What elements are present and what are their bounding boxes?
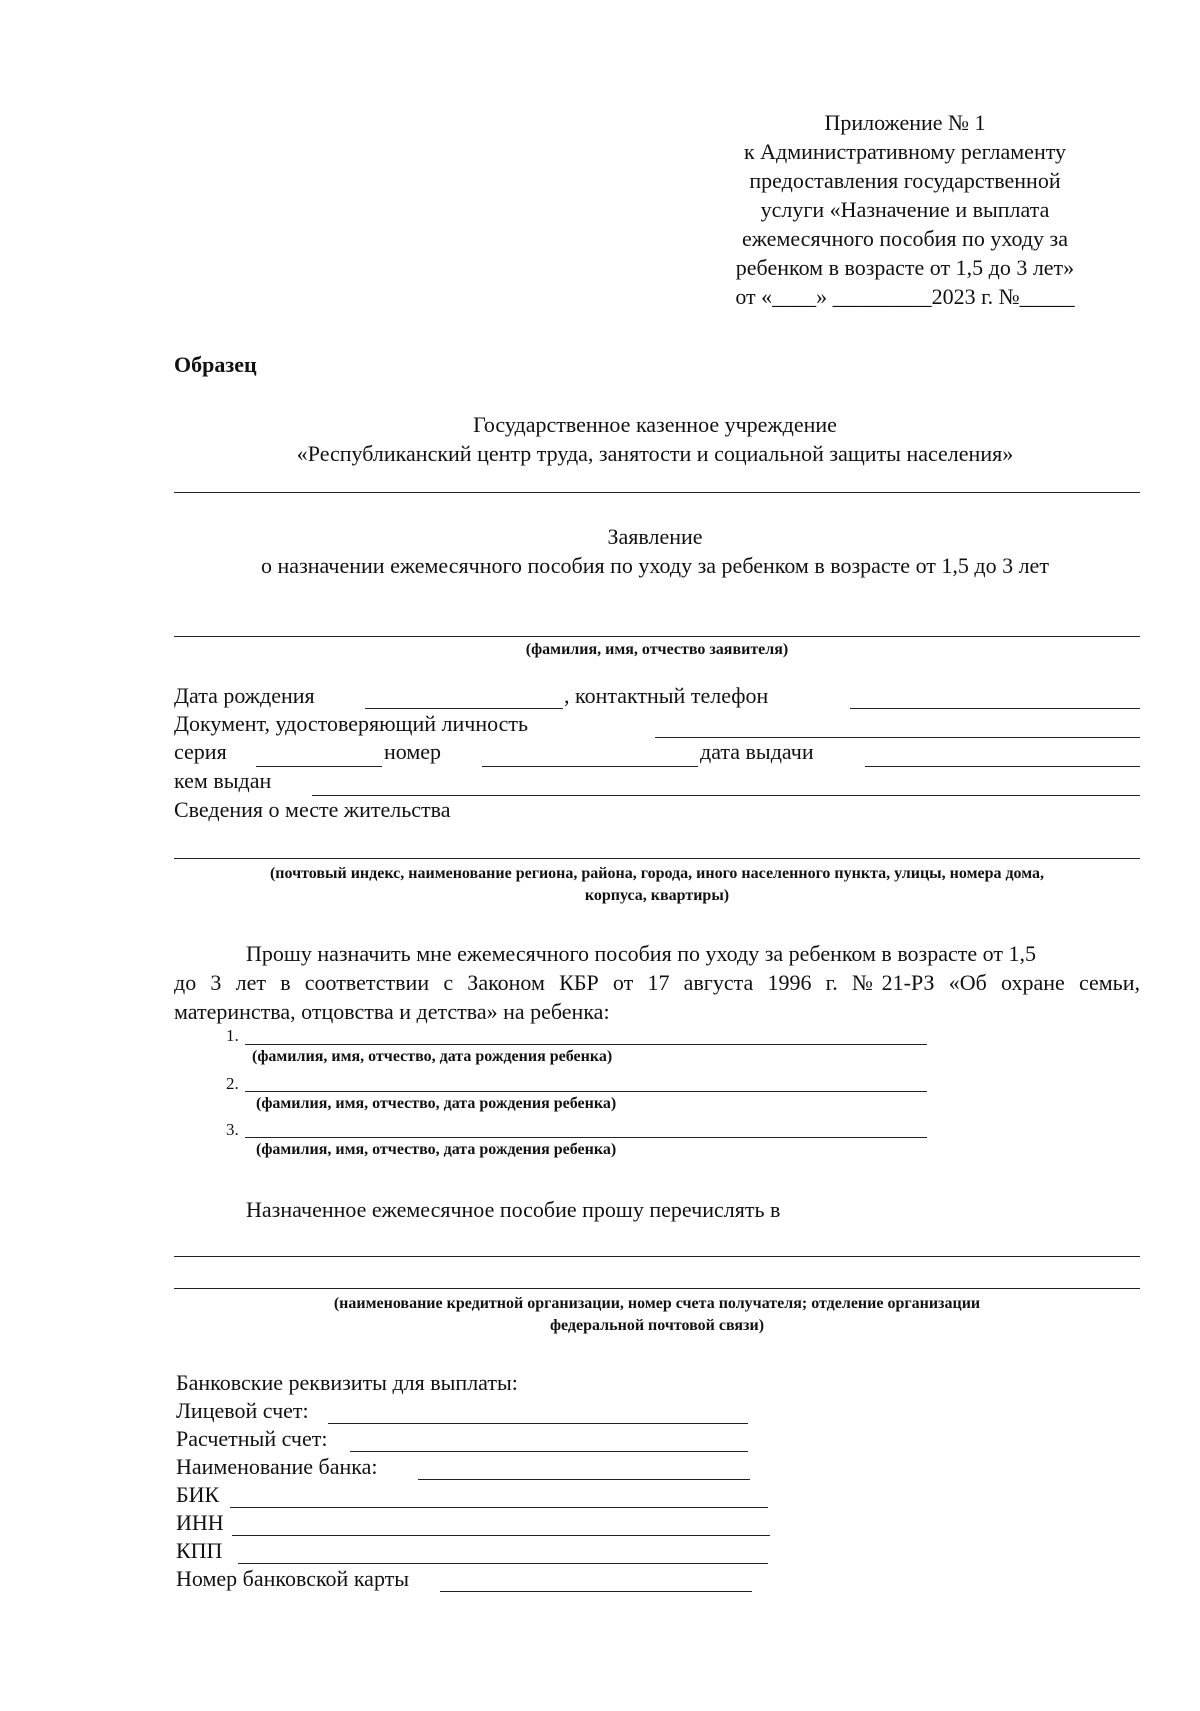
personal-account-label: Лицевой счет: <box>176 1398 309 1423</box>
institution-underline <box>174 492 1140 493</box>
personal-account-field[interactable] <box>328 1423 748 1424</box>
card-number-label: Номер банковской карты <box>176 1566 410 1591</box>
child-1-caption: (фамилия, имя, отчество, дата рождения ребенка) <box>252 1048 613 1065</box>
kpp-label: КПП <box>176 1538 223 1563</box>
settlement-account-label: Расчетный счет: <box>176 1426 328 1451</box>
bank-heading: Банковские реквизиты для выплаты: <box>176 1370 518 1395</box>
kpp-field[interactable] <box>238 1563 768 1564</box>
bank-caption <box>174 1293 1140 1337</box>
child-3-number: 3. <box>226 1120 239 1139</box>
transfer-field-2[interactable] <box>174 1288 1140 1289</box>
address-caption-line-2: корпуса, квартиры) <box>584 887 730 904</box>
phone-label: , контактный телефон <box>564 683 769 708</box>
applicant-caption: (фамилия, имя, отчество заявителя) <box>525 641 789 658</box>
institution-name <box>170 410 1140 468</box>
child-1-number: 1. <box>226 1026 239 1045</box>
sample-label: Образец <box>174 352 257 377</box>
residence-label: Сведения о месте жительства <box>174 797 451 822</box>
number-label: номер <box>384 739 442 764</box>
id-document-label: Документ, удостоверяющий личность <box>174 711 529 736</box>
issued-by-label: кем выдан <box>174 768 272 793</box>
bik-label: БИК <box>176 1482 220 1507</box>
appendix-line-1: Приложение № 1 <box>824 110 986 135</box>
appendix-line-6: ребенком в возрасте от 1,5 до 3 лет» <box>735 255 1075 280</box>
id-document-field[interactable] <box>655 737 1140 738</box>
child-2-number: 2. <box>226 1074 239 1093</box>
inn-label: ИНН <box>176 1510 224 1535</box>
document-title <box>170 522 1140 580</box>
issue-date-field[interactable] <box>865 766 1140 767</box>
appendix-header <box>700 108 1110 311</box>
child-3-field[interactable] <box>245 1137 927 1138</box>
bank-caption-line-2: федеральной почтовой связи) <box>549 1317 765 1334</box>
request-line-3: материнства, отцовства и детства» на ребенка: <box>174 999 610 1024</box>
address-caption-line-1: (почтовый индекс, наименование региона, района, города, иного населенного пункта, улицы, номера дома, <box>269 865 1045 882</box>
applicant-name-field[interactable] <box>174 636 1140 637</box>
title-line-1: Заявление <box>607 524 703 549</box>
residence-field[interactable] <box>174 858 1140 859</box>
address-caption <box>174 863 1140 907</box>
institution-line-1: Государственное казенное учреждение <box>473 412 837 437</box>
settlement-account-field[interactable] <box>350 1451 748 1452</box>
appendix-line-4: услуги «Назначение и выплата <box>760 197 1050 222</box>
bik-field[interactable] <box>230 1507 768 1508</box>
birth-date-label: Дата рождения <box>174 683 315 708</box>
bank-caption-line-1: (наименование кредитной организации, номер счета получателя; отделение организации <box>333 1295 981 1312</box>
issue-date-label: дата выдачи <box>700 739 814 764</box>
transfer-text: Назначенное ежемесячное пособие прошу перечислять в <box>246 1197 781 1222</box>
bank-name-field[interactable] <box>418 1479 750 1480</box>
series-label: серия <box>174 739 227 764</box>
request-line-2: до 3 лет в соответствии с Законом КБР от 17 августа 1996 г. №21-РЗ «Об охране семьи, <box>174 970 1140 995</box>
inn-field[interactable] <box>232 1535 770 1536</box>
transfer-field-1[interactable] <box>174 1256 1140 1257</box>
child-2-field[interactable] <box>245 1091 927 1092</box>
child-1-field[interactable] <box>245 1044 927 1045</box>
institution-line-2: «Республиканский центр труда, занятости и социальной защиты населения» <box>296 441 1014 466</box>
appendix-line-5: ежемесячного пособия по уходу за <box>742 226 1068 251</box>
birth-date-field[interactable] <box>365 708 563 709</box>
phone-field[interactable] <box>850 708 1140 709</box>
issued-by-field[interactable] <box>312 795 1140 796</box>
card-number-field[interactable] <box>440 1591 752 1592</box>
number-field[interactable] <box>482 766 698 767</box>
title-line-2: о назначении ежемесячного пособия по уходу за ребенком в возрасте от 1,5 до 3 лет <box>261 553 1049 578</box>
appendix-line-3: предоставления государственной <box>749 168 1061 193</box>
appendix-line-2: к Административному регламенту <box>743 139 1067 164</box>
series-field[interactable] <box>256 766 382 767</box>
bank-name-label: Наименование банка: <box>176 1454 378 1479</box>
appendix-line-7: от «____» _________2023 г. №_____ <box>735 284 1075 309</box>
request-line-1: Прошу назначить мне ежемесячного пособия по уходу за ребенком в возрасте от 1,5 <box>246 941 1036 966</box>
child-3-caption: (фамилия, имя, отчество, дата рождения ребенка) <box>256 1141 617 1158</box>
child-2-caption: (фамилия, имя, отчество, дата рождения ребенка) <box>256 1095 617 1112</box>
